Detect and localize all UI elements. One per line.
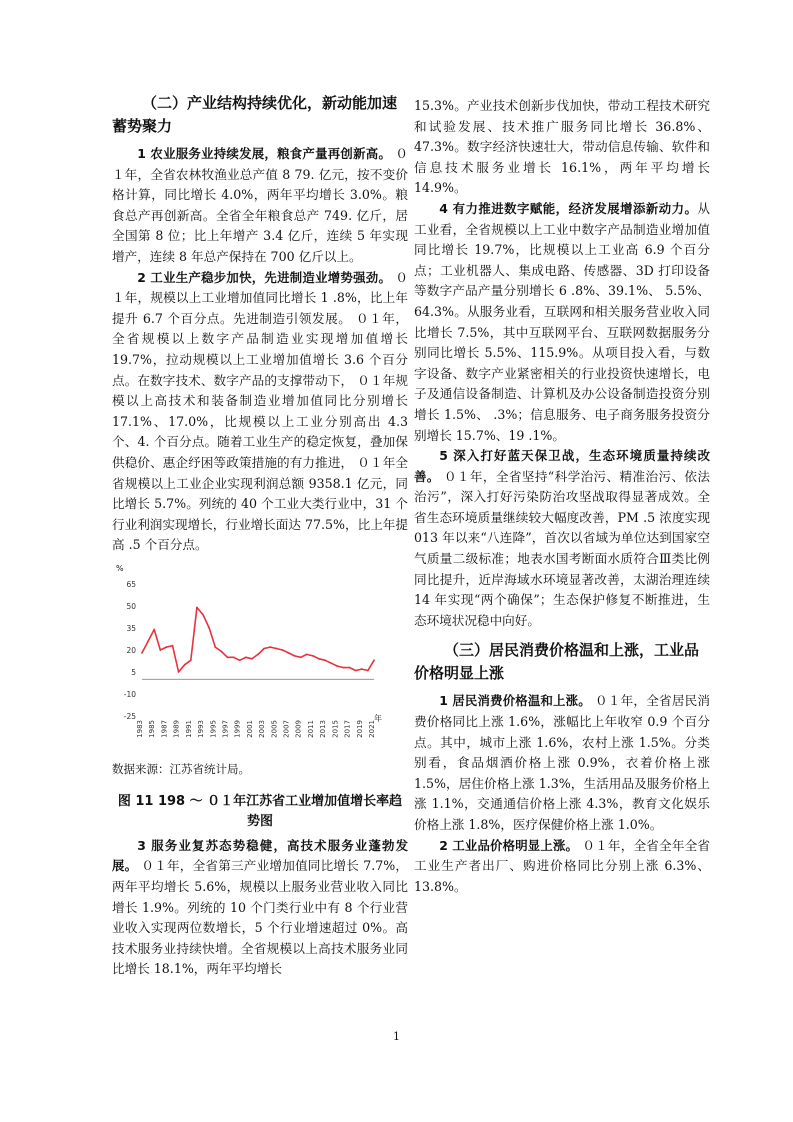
paragraph-digital <box>414 199 710 446</box>
x-tick-label: 1993 <box>197 719 206 738</box>
paragraph-services-cont: 15.3%。产业技术创新步伐加快，带动工程技术研究和试验发展、技术推广服务同比增长 36.8%、47.3%。数字经济快速壮大，带动信息传输、软件和信息技术服务业增长 16.1%，两年平均增长 14.9%。 <box>414 98 710 196</box>
paragraph-body: ０１年，规模以上工业增加值同比增长 1 .8%，比上年提升 6.7 个百分点。先进制造引领发展。 ０１年，全省规模以上数字产品制造业实现增加值增长 19.7%，拉动规模以上工业增加值增长 3.6 个百分点。在数字技术、数字产品的支撑带动下， ０１年规模以上高技术和装备制造业增加值同比分别增长 17.1%、17.0%，比规模以上工业分别高出 4.3 个、4. 个百分点。随着工业生产的稳定恢复，叠加保供稳价、惠企纾困等政策措施的有力推进， ０１年全省规模以上工业企业实现利润总额 9358.1 亿元，同比增长 5.7%。列统的 40 个工业大类行业中，31 个行业利润实现增长，行业增长面达 77.5%，比上年提高 .5 个百分点。 <box>112 269 409 553</box>
paragraph-agriculture <box>112 144 408 268</box>
data-point <box>159 649 161 651</box>
x-tick-label: 1991 <box>184 719 193 738</box>
data-point <box>208 627 210 629</box>
chart-svg <box>112 564 408 754</box>
y-tick-label: 5 <box>131 667 136 677</box>
data-point <box>184 664 186 666</box>
data-point <box>227 656 229 658</box>
data-point <box>324 659 326 661</box>
data-point <box>245 656 247 658</box>
paragraph-title: 2 工业生产稳步加快，先进制造业增势强劲。 <box>137 269 392 285</box>
paragraph-title: 1 居民消费价格温和上涨。 <box>439 693 591 709</box>
left-column <box>112 92 408 980</box>
data-point <box>153 628 155 630</box>
section-heading-2: （二）产业结构持续优化，新动能加速蓄势聚力 <box>112 94 398 135</box>
y-tick-label: 65 <box>126 579 136 589</box>
data-point <box>306 653 308 655</box>
paragraph-environment <box>414 446 710 631</box>
x-tick-label: 2015 <box>331 719 340 738</box>
data-point <box>257 653 259 655</box>
x-tick-label: 1999 <box>233 719 242 738</box>
figure-caption: 图 11 198 ～ ０１年江苏省工业增加值增长率趋势图 <box>117 793 403 829</box>
data-point <box>361 668 363 670</box>
y-tick-label: -10 <box>123 689 136 699</box>
data-point <box>166 646 168 648</box>
y-tick-label: 35 <box>126 623 136 633</box>
data-point <box>220 650 222 652</box>
data-point <box>172 645 174 647</box>
paragraph-title: 4 有力推进数字赋能，经济发展增添新动力。 <box>439 200 698 216</box>
data-point <box>251 658 253 660</box>
data-point <box>275 648 277 650</box>
y-tick-label: -25 <box>123 711 136 721</box>
y-tick-label: 20 <box>126 645 136 655</box>
paragraph-industry <box>112 268 408 556</box>
paragraph-cpi <box>414 691 710 835</box>
paragraph-title: 3 服务业复苏态势稳健，高技术服务业蓬勃发展。 <box>112 837 408 874</box>
x-tick-label: 2019 <box>355 719 364 738</box>
data-point <box>263 648 265 650</box>
data-point <box>141 652 143 654</box>
x-tick-label: 2005 <box>270 719 279 738</box>
paragraph-services <box>112 836 408 980</box>
paragraph-body: ０１年，全省第三产业增加值同比增长 7.7%，两年平均增长 5.6%，规模以上服务业营业收入同比增长 1.9%。列统的 10 个门类行业中有 8 个行业营业收入实现两位数增长，5 个行业增速超过 0%。高技术服务业持续快增。全省规模以上高技术服务业同比增长 18.1%，两年平均增长 <box>112 858 408 977</box>
paragraph-body: ０１年，全省全年全省工业生产者出厂、购进价格同比分别上涨 6.3%、13.8%。 <box>414 837 710 894</box>
x-tick-label: 1983 <box>136 719 144 738</box>
chart-xlabel: 年 <box>374 713 382 723</box>
x-tick-label: 2003 <box>258 719 267 738</box>
data-point <box>294 655 296 657</box>
data-point <box>367 670 369 672</box>
data-point <box>196 606 198 608</box>
x-tick-label: 2011 <box>306 719 315 738</box>
paragraph-body: 从工业看，全省规模以上工业中数字产品制造业增加值同比增长 19.7%，比规模以上工业高 6.9 个百分点；工业机器人、集成电路、传感器、3D 打印设备等数字产品产量分别增长 6 .8%、39.1%、 5.5%、64.3%。从服务业看，互联网和相关服务营业收入同比增长 7.5%，其中互联网平台、互联网数据服务分别同比增长 5.5%、115.9%。从项目投入看，与数字设备、数字产业紧密相关的行业投资快速增长，电子及通信设备制造、计算机及办公设备制造投资分别增长 1.5%、 .3%；信息服务、电子商务服务投资分别增长 15.7%、19 .1%。 <box>414 200 710 443</box>
industry-growth-chart <box>112 564 408 754</box>
data-point <box>336 665 338 667</box>
data-point <box>373 659 375 661</box>
data-point <box>233 656 235 658</box>
x-tick-label: 1985 <box>148 719 157 738</box>
x-tick-label: 1995 <box>209 719 218 738</box>
x-tick-label: 1989 <box>172 719 181 738</box>
x-tick-label: 1987 <box>160 719 169 738</box>
data-point <box>214 646 216 648</box>
x-tick-label: 2009 <box>294 719 303 738</box>
data-point <box>269 646 271 648</box>
page-number: 1 <box>393 1030 400 1043</box>
paragraph-title: 5 深入打好蓝天保卫战，生态环境质量持续改善。 <box>414 448 710 484</box>
paragraph-title: 2 工业品价格明显上涨。 <box>439 837 579 853</box>
y-tick-label: 50 <box>126 601 136 611</box>
data-point <box>239 659 241 661</box>
data-point <box>300 656 302 658</box>
data-point <box>178 671 180 673</box>
x-tick-label: 2017 <box>343 719 352 738</box>
data-point <box>312 655 314 657</box>
data-point <box>190 659 192 661</box>
data-point <box>343 667 345 669</box>
data-point <box>202 614 204 616</box>
section-heading-3: （三）居民消费价格温和上涨，工业品价格明显上涨 <box>414 641 700 683</box>
x-tick-label: 2001 <box>245 719 254 738</box>
x-tick-label: 2007 <box>282 719 291 738</box>
x-tick-label: 2021 <box>368 719 376 738</box>
data-point <box>349 667 351 669</box>
x-tick-label: 2013 <box>319 719 328 738</box>
paragraph-body: ０１年，全省坚持“科学治污、精准治污、依法治污”，深入打好污染防治攻坚战取得显著成效。全省生态环境质量继续较大幅度改善，PM .5 浓度实现 013 年以来“八连降”，首次以省域为单位达到国家空气质量二级标准；地表水国考断面水质符合Ⅲ类比例同比提升，近岸海域水环境显著改善，太湖治理连续 14 年实现“两个确保”；生态保护修复不断推进，生态环境状况稳中向好。 <box>414 468 710 628</box>
data-point <box>330 662 332 664</box>
paragraph-body: ０１年，全省居民消费价格同比上涨 1.6%，涨幅比上年收窄 0.9 个百分点。其中，城市上涨 1.6%，农村上涨 1.5%。分类别看，食品烟酒价格上涨 0.9%，衣着价格上涨 1.5%，居住价格上涨 1.3%，生活用品及服务价格上涨 1.1%，交通通信价格上涨 4.3%，教育文化娱乐价格上涨 1.8%，医疗保健价格上涨 1.0%。 <box>414 693 710 832</box>
data-point <box>288 652 290 654</box>
paragraph-ppi <box>414 836 710 898</box>
data-point <box>355 670 357 672</box>
right-column <box>414 96 710 897</box>
data-point <box>318 658 320 660</box>
x-tick-label: 1997 <box>221 719 230 738</box>
paragraph-body: ０１年，全省农林牧渔业总产值 8 79. 亿元，按不变价格计算，同比增长 4.0%，两年平均增长 3.0%。粮食总产再创新高。全省全年粮食总产 749. 亿斤，居全国第 8 位；比上年增产 3.4 亿斤，连续 5 年实现增产，连续 8 年总产保持在 700 亿斤以上。 <box>112 146 409 264</box>
paragraph-title: 1 农业服务业持续发展，粮食产量再创新高。 <box>137 146 392 161</box>
series-line <box>142 607 374 672</box>
data-point <box>282 649 284 651</box>
data-point <box>147 640 149 642</box>
data-source: 数据来源：江苏省统计局。 <box>112 761 250 776</box>
chart-ylabel: % <box>116 563 124 573</box>
